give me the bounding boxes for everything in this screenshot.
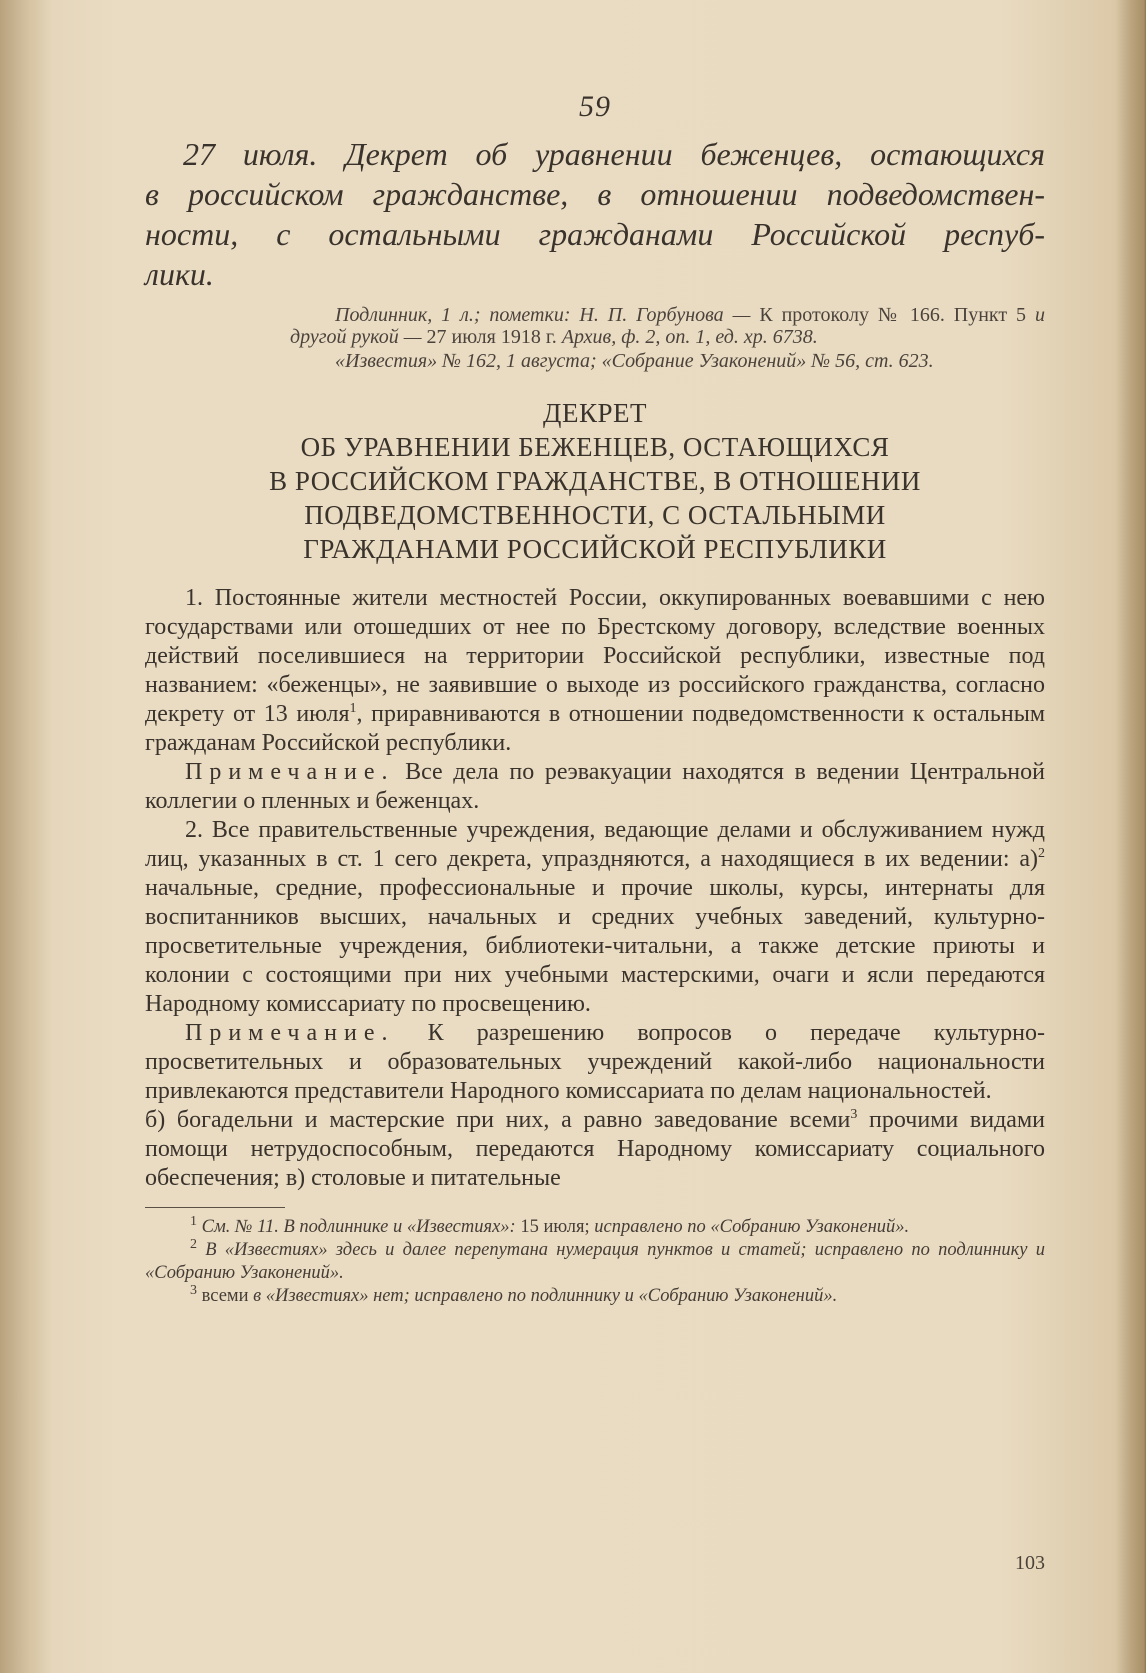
footnote-ref: 1 xyxy=(349,701,357,716)
title-line: В РОССИЙСКОМ ГРАЖДАНСТВЕ, В ОТНОШЕНИИ xyxy=(269,466,921,496)
source-text: 27 июля 1918 г. xyxy=(421,326,562,348)
note-text: К разрешению вопросов о передаче культурно-просветительных и образовательных учреждений какой-либо национальности привлекаются представители Народного комиссариата по делам национальностей. xyxy=(145,1020,1045,1104)
article-text: 2. Все правительственные учреждения, ведающие делами и обслуживанием нужд лиц, указанных в ст. 1 сего декрета, упраздняются, а находящиеся в их ведении: а) xyxy=(145,817,1045,872)
article-1 xyxy=(145,584,1045,758)
decree-title xyxy=(145,396,1045,566)
archival-source xyxy=(290,304,1045,372)
footnote-divider xyxy=(145,1207,285,1208)
footnote-ref: 2 xyxy=(1038,846,1045,861)
source-line xyxy=(290,304,1045,348)
document-heading xyxy=(145,134,1045,294)
footnote-number: 3 xyxy=(190,1282,197,1298)
article-text: прочими видами помощи нетрудоспособным, передаются Народному комиссариату социального обеспечения; в) столовые и питательные xyxy=(145,1107,1045,1191)
note-label: Примечание. xyxy=(185,1020,395,1046)
heading-line: 27 июля. Декрет об уравнении беженцев, остающихся xyxy=(183,136,1045,172)
article-2-continued xyxy=(145,1106,1045,1193)
note-label: Примечание. xyxy=(185,759,395,785)
document-content xyxy=(145,90,1045,1308)
document-number: 59 xyxy=(579,90,611,123)
page-number: 103 xyxy=(1015,1552,1045,1574)
source-text: и другой рукой — xyxy=(290,304,1045,348)
note-2 xyxy=(145,1019,1045,1106)
heading-line: лики. xyxy=(145,256,214,292)
title-line: ОБ УРАВНЕНИИ БЕЖЕНЦЕВ, ОСТАЮЩИХСЯ xyxy=(300,432,890,462)
article-2 xyxy=(145,816,1045,1019)
footnote-ref: 3 xyxy=(850,1107,858,1122)
decree-body xyxy=(145,584,1045,1193)
book-gutter xyxy=(0,0,52,1673)
footnotes xyxy=(145,1213,1046,1308)
note-text: Все дела по реэвакуации находятся в ведении Центральной коллегии о пленных и беженцах. xyxy=(145,759,1045,814)
source-text: Подлинник, 1 л.; пометки: Н. П. Горбунова — xyxy=(335,304,751,326)
title-line: ДЕКРЕТ xyxy=(543,398,647,428)
article-text: б) богадельни и мастерские при них, а равно заведование всеми xyxy=(145,1107,851,1133)
footnote-text: В «Известиях» здесь и далее перепутана нумерация пунктов и статей; исправлено по подлиннику и «Собранию Узаконений». xyxy=(145,1240,1046,1283)
article-text: начальные, средние, профессиональные и прочие школы, курсы, интернаты для воспитанников высших, начальных и средних учебных заведений, культурно-просветительные учреждения, библиотеки-читальни, а также детские приюты и колонии с состоящими при них учебными мастерскими, очаги и ясли передаются Народному комиссариату по просвещению. xyxy=(145,875,1045,1017)
heading-line: в российском гражданстве, в отношении подведомствен- xyxy=(145,176,1045,212)
footnote-number: 1 xyxy=(190,1213,197,1229)
footnote-2 xyxy=(145,1236,1046,1285)
footnote-3 xyxy=(145,1282,1045,1308)
source-publication: «Известия» № 162, 1 августа; «Собрание Узаконений» № 56, ст. 623. xyxy=(335,350,934,372)
note-1 xyxy=(145,758,1045,816)
page-edge xyxy=(1116,0,1146,1673)
footnote-text: всеми xyxy=(201,1286,249,1306)
footnote-text: 15 июля; xyxy=(515,1217,595,1237)
footnote-text: См. № 11. В подлиннике и «Известиях»: xyxy=(201,1217,516,1237)
footnote-text: исправлено по «Собранию Узаконений». xyxy=(594,1217,910,1237)
footnote-1 xyxy=(145,1213,1045,1239)
title-line: ГРАЖДАНАМИ РОССИЙСКОЙ РЕСПУБЛИКИ xyxy=(303,534,887,564)
footnote-number: 2 xyxy=(190,1236,197,1252)
article-text: , приравниваются в отношении подведомственности к остальным гражданам Российской республики. xyxy=(145,701,1045,756)
article-text: 1. Постоянные жители местностей России, оккупированных воевавшими с нею государствами или отошедших от нее по Брестскому договору, вследствие военных действий поселившиеся на территории Российской республики, известные под названием: «беженцы», не заявившие о выходе из российского гражданства, согласно декрету от 13 июля xyxy=(145,585,1045,727)
footnote-text: в «Известиях» нет; исправлено по подлиннику и «Собранию Узаконений». xyxy=(248,1286,838,1306)
title-line: ПОДВЕДОМСТВЕННОСТИ, С ОСТАЛЬНЫМИ xyxy=(304,500,886,530)
source-text: Архив, ф. 2, оп. 1, ед. хр. 6738. xyxy=(561,326,818,348)
heading-line: ности, с остальными гражданами Российской респуб- xyxy=(145,216,1045,252)
source-text: К протоколу № 166. Пункт 5 xyxy=(750,304,1035,326)
